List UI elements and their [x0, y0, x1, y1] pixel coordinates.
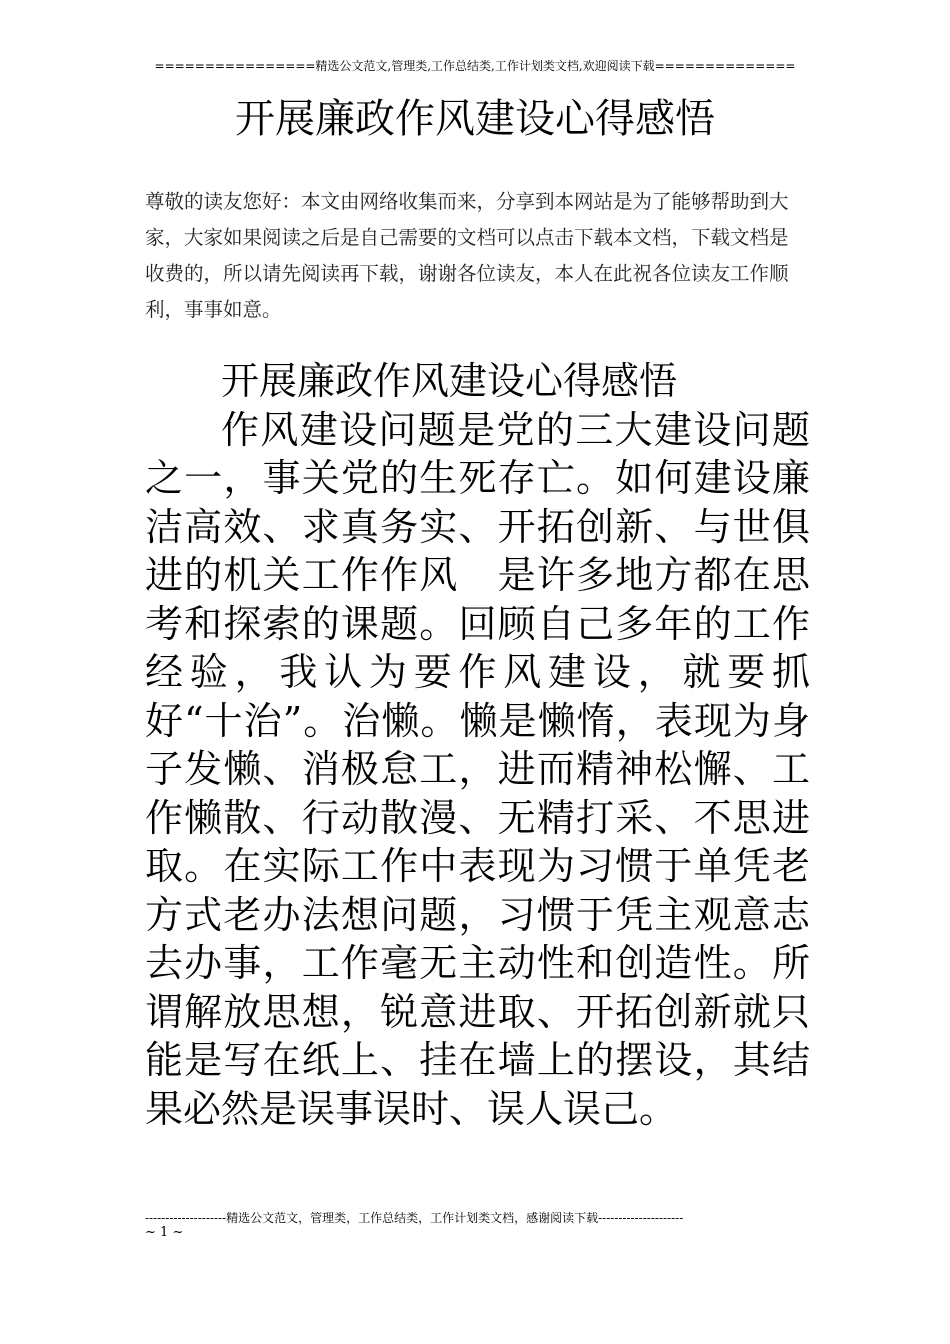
- article: [145, 357, 810, 1133]
- article-body: 作风建设问题是党的三大建设问题之一，事关党的生死存亡。如何建设廉洁高效、求真务实、开拓创新、与世俱进的机关工作作风 是许多地方都在思考和探索的课题。回顾自己多年的工作经验，我认为要作风建设，就要抓好“十治”。治懒。懒是懒惰，表现为身子发懒、消极怠工，进而精神松懈、工作懒散、行动散漫、无精打采、不思进取。在实际工作中表现为习惯于单凭老方式老办法想问题，习惯于凭主观意志去办事，工作毫无主动性和创造性。所谓解放思想，锐意进取、开拓创新就只能是写在纸上、挂在墙上的摆设，其结果必然是误事误时、误人误己。: [145, 407, 810, 1131]
- reader-notice: 尊敬的读友您好：本文由网络收集而来，分享到本网站是为了能够帮助到大家，大家如果阅读之后是自己需要的文档可以点击下载本文档，下载文档是收费的，所以请先阅读再下载，谢谢各位读友，本人在此祝各位读友工作顺利，事事如意。: [145, 190, 789, 321]
- footer-banner: --------------------精选公文范文，管理类，工作总结类，工作计划类文档，感谢阅读下载---------------------: [145, 1211, 684, 1225]
- header-banner: ================精选公文范文,管理类,工作总结类,工作计划类文档,欢迎阅读下载==============: [154, 59, 796, 73]
- page-number: ~ 1 ~: [145, 1225, 184, 1240]
- document-title: 开展廉政作风建设心得感悟: [235, 96, 715, 142]
- article-heading: 开展廉政作风建设心得感悟: [221, 359, 678, 403]
